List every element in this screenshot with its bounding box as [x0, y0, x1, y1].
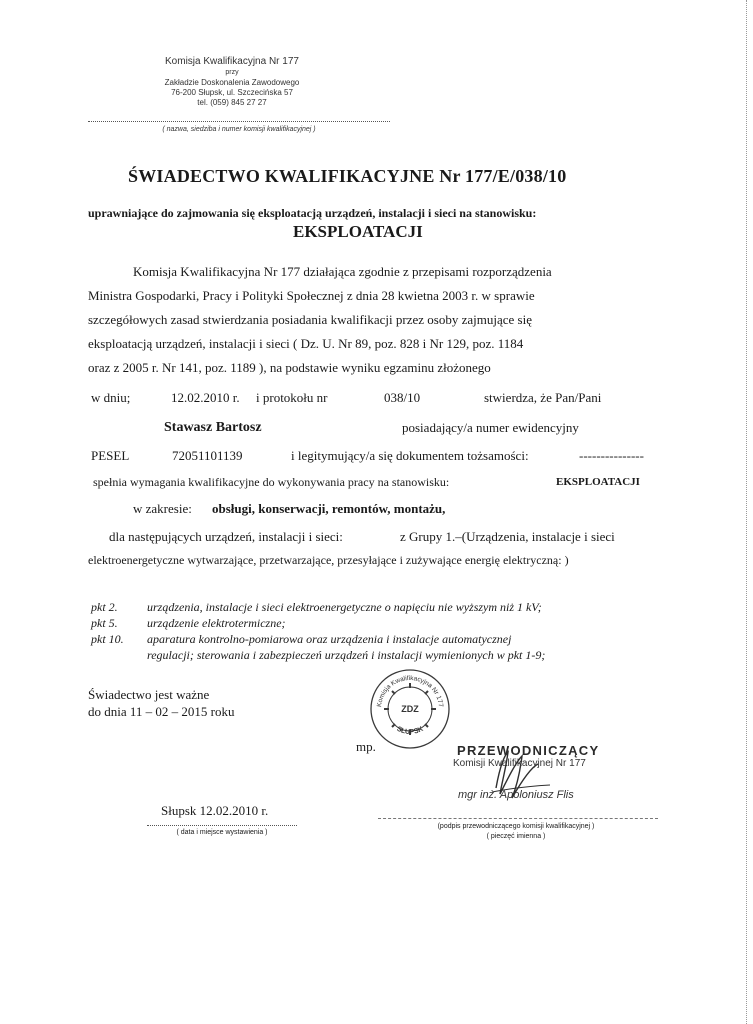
- pesel-label: PESEL: [91, 448, 130, 463]
- group-intro: dla następujących urządzeń, instalacji i sieci:: [109, 529, 343, 544]
- issue-place-date: Słupsk 12.02.2010 r.: [161, 803, 269, 818]
- confirms-text: stwierdza, że Pan/Pani: [484, 390, 602, 405]
- meets-position: EKSPLOATACJI: [556, 476, 640, 488]
- signature-line: [378, 818, 658, 819]
- protocol-number: 038/10: [384, 390, 421, 405]
- meets-requirements-text: spełnia wymagania kwalifikacyjne do wykonywania pracy na stanowisku:: [93, 475, 450, 489]
- round-stamp: [369, 668, 451, 750]
- item-text: regulacji; sterowania i zabezpieczeń urządzeń i instalacji wymienionych w pkt 1-9;: [147, 648, 546, 662]
- exam-date: 12.02.2010 r.: [171, 390, 240, 405]
- pesel-number: 72051101139: [172, 448, 243, 463]
- exam-date-label: w dniu;: [91, 390, 131, 405]
- certificate-subtitle: uprawniające do zajmowania się eksploatacją urządzeń, instalacji i sieci na stanowisku:: [88, 206, 537, 220]
- validity-date: do dnia 11 – 02 – 2015 roku: [88, 704, 235, 719]
- validity-label: Świadectwo jest ważne: [88, 687, 210, 702]
- place-dotted-line: [147, 825, 297, 826]
- registry-label: posiadający/a numer ewidencyjny: [402, 420, 579, 435]
- handwritten-signature: [438, 748, 588, 818]
- item-text: urządzenie elektrotermiczne;: [147, 616, 286, 630]
- para-line-5: oraz z 2005 r. Nr 141, poz. 1189 ), na podstawie wyniku egzaminu złożonego: [88, 360, 491, 375]
- group-description: elektroenergetyczne wytwarzające, przetwarzające, przesyłające i zużywające energię elektryczną: ): [88, 553, 569, 567]
- para-line-3: szczegółowych zasad stwierdzania posiadania kwalifikacji przez osoby zajmujące się: [88, 312, 532, 327]
- stamp-ring-top: Komisja Kwalifikacyjna Nr 177: [376, 674, 444, 708]
- issuer-institution: Zakładzie Doskonalenia Zawodowego: [164, 78, 300, 87]
- id-document-value: ---------------: [579, 448, 644, 463]
- stamp-center: ZDZ: [401, 704, 419, 714]
- item-text: urządzenia, instalacje i sieci elektroenergetyczne o napięciu nie wyższym niż 1 kV;: [147, 600, 542, 614]
- item-pkt: pkt 10.: [91, 632, 124, 646]
- para-line-1: Komisja Kwalifikacyjna Nr 177 działająca zgodnie z przepisami rozporządzenia: [133, 264, 552, 279]
- issuer-caption: ( nazwa, siedziba i numer komisji kwalifikacyjnej ): [162, 126, 316, 133]
- group-name: z Grupy 1.–(Urządzenia, instalacje i sieci: [400, 529, 615, 544]
- issuer-address: 76-200 Słupsk, ul. Szczecińska 57: [171, 88, 293, 97]
- item-pkt: pkt 5.: [91, 616, 118, 630]
- protocol-label: i protokołu nr: [256, 390, 328, 405]
- issuer-name: Komisja Kwalifikacyjna Nr 177: [165, 56, 299, 67]
- signature-caption: (podpis przewodniczącego komisji kwalifikacyjnej ): [437, 823, 595, 830]
- para-line-4: eksploatacją urządzeń, instalacji i sieci ( Dz. U. Nr 89, poz. 828 i Nr 129, poz. 1184: [88, 336, 524, 351]
- certificate-position: EKSPLOATACJI: [293, 222, 423, 241]
- issuer-dotted-line: [88, 121, 390, 122]
- name-stamp-caption: ( pieczęć imienna ): [486, 833, 546, 840]
- issuer-przy: przy: [225, 69, 239, 76]
- para-line-2: Ministra Gospodarki, Pracy i Polityki Społecznej z dnia 28 kwietna 2003 r. w sprawie: [88, 288, 535, 303]
- item-pkt: pkt 2.: [91, 600, 118, 614]
- chairman-committee: Komisji Kwalifikacyjnej Nr 177: [453, 758, 586, 769]
- mp-label: mp.: [356, 739, 376, 754]
- stamp-ring-bottom: SŁUPSK: [395, 725, 425, 736]
- id-document-label: i legitymujący/a się dokumentem tożsamości:: [291, 448, 529, 463]
- certificate-title: ŚWIADECTWO KWALIFIKACYJNE Nr 177/E/038/10: [128, 166, 567, 186]
- scope-label: w zakresie:: [133, 501, 192, 516]
- item-text: aparatura kontrolno-pomiarowa oraz urządzenia i instalacje automatycznej: [147, 632, 512, 646]
- place-caption: ( data i miejsce wystawienia ): [176, 829, 268, 836]
- chairman-title: PRZEWODNICZĄCY: [457, 743, 600, 758]
- scope-value: obsługi, konserwacji, remontów, montażu,: [212, 501, 446, 516]
- stamp-graphic: [369, 668, 451, 750]
- chairman-name: mgr inż. Apoloniusz Flis: [458, 789, 574, 801]
- paper-edge: [739, 0, 753, 1024]
- holder-name: Stawasz Bartosz: [164, 420, 262, 435]
- issuer-phone: tel. (059) 845 27 27: [197, 98, 267, 107]
